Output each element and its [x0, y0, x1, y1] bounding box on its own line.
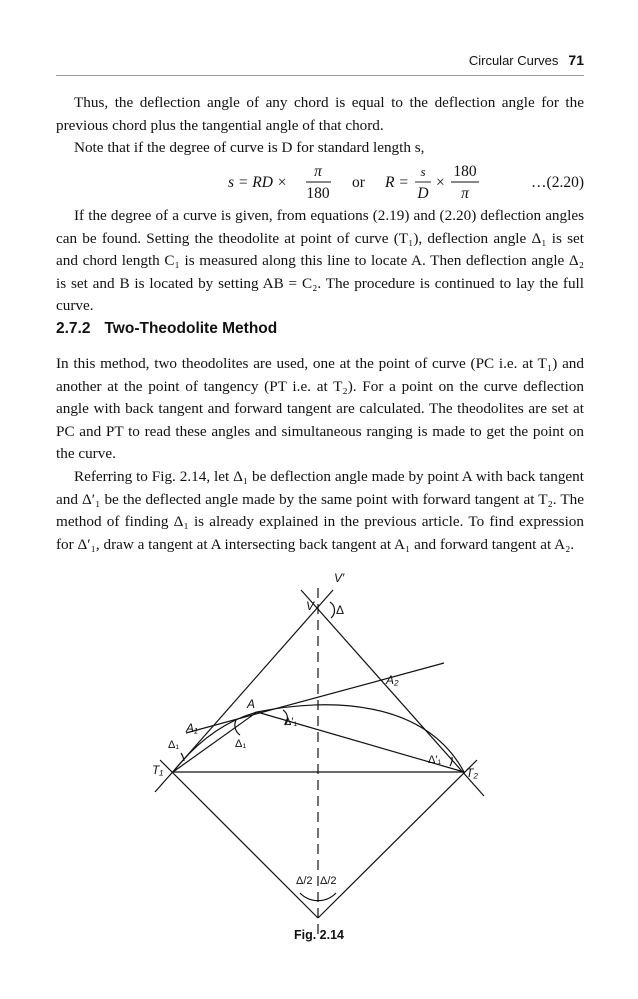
equation-lhs1: s = RD × [228, 174, 288, 191]
equation-lhs2: R = [385, 174, 409, 191]
label-t1: T₁ [152, 763, 164, 777]
equation-or: or [352, 174, 365, 191]
equation-times: × [436, 174, 445, 191]
label-delta: Δ [336, 603, 345, 617]
label-v-prime: V′ [334, 571, 345, 585]
label-a1: A₁ [186, 721, 198, 735]
paragraph-1-text: Thus, the deflection angle of any chord is equal to the deflection angle for the previous chord plus the tangential angle of that chord. [56, 94, 584, 134]
label-delta1-a: Δ₁ [235, 738, 247, 750]
equation-frac3-den: π [461, 185, 469, 202]
label-t2: T₂ [466, 766, 478, 780]
paragraph-3 [56, 205, 584, 318]
label-delta1-prime-t2: Δ′₁ [428, 754, 442, 766]
delta-arc [330, 602, 335, 618]
equation-frac2-den: D [417, 185, 429, 202]
figure-2-14 [0, 560, 638, 960]
label-a: A [247, 697, 256, 711]
radius-t1-line [160, 760, 318, 918]
label-half-delta-right: Δ/2 [320, 875, 337, 887]
paragraph-4 [56, 353, 584, 556]
delta1-arc-a [235, 720, 240, 735]
page-number: 71 [568, 52, 584, 68]
paragraph-5-text: Referring to Fig. 2.14, let Δ₁ be deflection angle made by point A with back tangent and Δ′₁ be the deflected angle made by the same point with forward tangent at T₂. The method of finding Δ₁ is already explained in the previous article. To find expression for Δ′₁, draw a tangent at A intersecting back tangent at A₁ and forward tangent at A₂. [56, 467, 584, 553]
label-v: V [306, 599, 315, 613]
paragraph-2-text: Note that if the degree of curve is D for standard length s, [74, 139, 425, 157]
radius-t2-line [318, 760, 477, 918]
figure-caption: Fig. 2.14 [293, 928, 345, 942]
forward-tangent-line [301, 590, 484, 796]
equation-frac1-den: 180 [306, 185, 330, 202]
label-delta1-prime-a: Δ′₁ [284, 716, 298, 728]
label-delta1-t1: Δ₁ [168, 739, 180, 751]
equation-2-20 [0, 160, 638, 206]
paragraph-1 [56, 92, 584, 160]
paragraph-4-text: In this method, two theodolites are used, one at the point of curve (PC i.e. at T₁) and another at the point of tangency (PT i.e. at T₂). For a point on the curve deflection angle with back tangent and forward tangent are calculated. The theodolites are set at PC and PT to read these angles and simultaneous ranging is made to get the point on the curve. [56, 355, 584, 463]
equation-frac3-num: 180 [453, 163, 477, 180]
equation-frac1-num: π [314, 163, 322, 180]
section-title: Two-Theodolite Method [104, 320, 278, 337]
tangent-at-a-line [186, 663, 444, 733]
paragraph-3-text: If the degree of a curve is given, from equations (2.19) and (2.20) deflection angles can be found. Setting the theodolite at point of curve (T₁), deflection angle Δ₁ is set and chord length C₁ is measured along this line to locate A. Then deflection angle Δ₂ is set and B is located by setting AB = C₂. The procedure is continued to lay the full curve. [56, 207, 584, 315]
equation-number: …(2.20) [531, 174, 584, 191]
running-head-title: Circular Curves [468, 53, 559, 68]
header-rule [56, 75, 584, 76]
label-half-delta-left: Δ/2 [296, 875, 313, 887]
section-heading [56, 320, 277, 338]
running-head [469, 52, 584, 68]
section-number: 2.7.2 [56, 320, 91, 337]
label-a2: A₂ [386, 673, 399, 687]
equation-frac2-num: s [420, 164, 426, 179]
